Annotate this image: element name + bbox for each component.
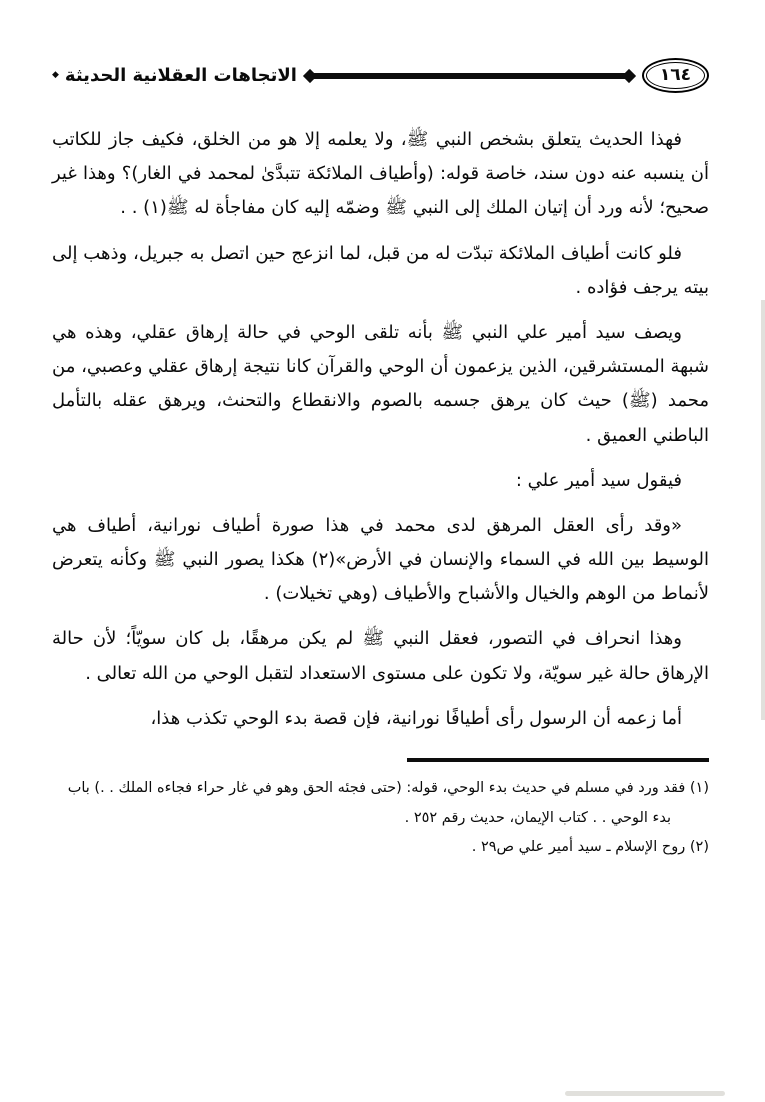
paragraph: فلو كانت أطياف الملائكة تبدّت له من قبل، لما انزعج حين اتصل به جبريل، وذهب إلى بيته يرجف فؤاده . bbox=[52, 242, 709, 298]
paragraph: أما زعمه أن الرسول رأى أطيافًا نورانية، فإن قصة بدء الوحي تكذب هذا، bbox=[150, 707, 682, 729]
footnote-area bbox=[52, 758, 709, 863]
paragraph: ويصف سيد أمير علي النبي ﷺ بأنه تلقى الوحي في حالة إرهاق عقلي، وهذه هي شبهة المستشرقين، الذين يزعمون أن الوحي والقرآن كانا نتيجة إرهاق عقلي وعصبي، من محمد (ﷺ) حيث كان يرهق جسمه بالصوم والانقطاع والتحنث، ويرهق عقله بالتأمل الباطني العميق . bbox=[52, 321, 709, 446]
footnote: (٢) روح الإسلام ـ سيد أمير علي ص٢٩ . bbox=[471, 839, 709, 856]
scan-artifact bbox=[565, 1091, 725, 1096]
paragraph: فهذا الحديث يتعلق بشخص النبي ﷺ، ولا يعلمه إلا هو من الخلق، فكيف جاز للكاتب أن ينسبه عنه دون سند، خاصة قوله: (وأطياف الملائكة تتبدَّىٰ لمحمد في الغار)؟ وهذا غير صحيح؛ لأنه ورد أن إتيان الملك إلى النبي ﷺ وضمّه إليه كان مفاجأة له ﷺ(١) . . bbox=[52, 129, 709, 219]
ornament-icon: ◆ bbox=[52, 70, 59, 80]
footnotes bbox=[52, 774, 709, 863]
page-number-badge bbox=[642, 58, 709, 93]
page-body bbox=[52, 123, 709, 736]
header-rule bbox=[309, 73, 630, 79]
footnote-separator-rule bbox=[407, 758, 709, 762]
page-number: ١٦٤ bbox=[646, 62, 705, 89]
paragraph: فيقول سيد أمير علي : bbox=[515, 469, 682, 491]
paragraph: وهذا انحراف في التصور، فعقل النبي ﷺ لم يكن مرهقًا، بل كان سويّاً؛ لأن حالة الإرهاق حالة غير سويّة، ولا تكون على مستوى الاستعداد لتقبل الوحي من الله تعالى . bbox=[52, 628, 709, 684]
footnote: (١) فقد ورد في مسلم في حديث بدء الوحي، قوله: (حتى فجئه الحق وهو في غار حراء فجاءه الملك . .) باب بدء الوحي . . كتاب الإيمان، حديث رقم ٢٥٢ . bbox=[67, 780, 709, 826]
page-header bbox=[52, 58, 709, 93]
paragraph-quote: «وقد رأى العقل المرهق لدى محمد في هذا صورة أطياف نورانية، أطياف هي الوسيط بين الله في السماء والإنسان في الأرض»(٢) هكذا يصور النبي ﷺ وكأنه يتعرض لأنماط من الوهم والخيال والأشباح والأطياف (وهي تخيلات) . bbox=[52, 514, 709, 605]
chapter-title: الاتجاهات العقلانية الحديثة bbox=[64, 65, 297, 86]
scan-artifact bbox=[761, 300, 765, 720]
